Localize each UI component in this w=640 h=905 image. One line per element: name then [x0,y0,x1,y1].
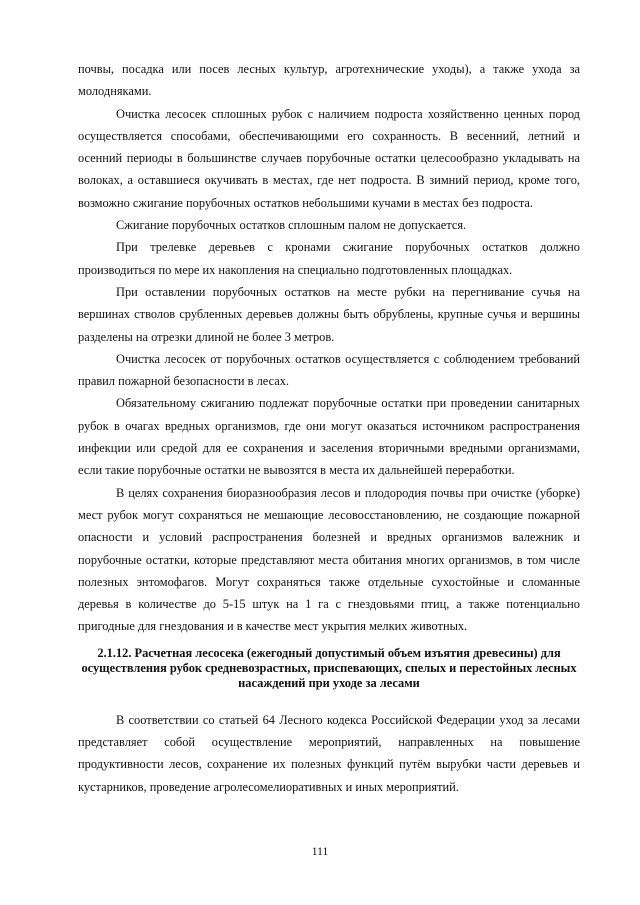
paragraph-skidding: При трелевке деревьев с кронами сжигание порубочных остатков должно производиться по мере их накопления на специально подготовленных площадках. [78,240,580,277]
paragraph-biodiversity: В целях сохранения биоразнообразия лесов и плодородия почвы при очистке (уборке) мест рубок могут сохраняться не мешающие лесовосстановлению, не создающие пожарной опасности и условий распространения болезней и вредных организмов валежник и порубочные остатки, которые представляют места обитания многих организмов, в том числе полезных энтомофагов. Могут сохраняться также отдельные сухостойные и сломанные деревья в количестве до 5-15 штук на 1 га с гнездовьями птиц, а также потенциально пригодные для гнездования и в качестве мест укрытия мелких животных. [78,485,580,634]
page-number: 111 [311,846,329,858]
paragraph-clearing-methods: Очистка лесосек сплошных рубок с наличием подроста хозяйственно ценных пород осуществляется способами, обеспечивающими его сохранность. В весенний, летний и осенний периоды в большинстве случаев порубочные остатки целесообразно укладывать на волоках, а оставшиеся окучивать в местах, где нет подроста. В зимний период, кроме того, возможно сжигание порубочных остатков небольшими кучами в местах без подроста. [78,106,580,210]
section-heading: 2.1.12. Расчетная лесосека (ежегодный допустимый объем изъятия древесины) для осуществления рубок средневозрастных, приспевающих, спелых и перестойных лесных насаждений при уходе за лесами [81,645,577,690]
paragraph-forest-code: В соответствии со статьей 64 Лесного кодекса Российской Федерации уход за лесами представляет собой осуществление мероприятий, направленных на повышение продуктивности лесов, сохранение их полезных функций путём вырубки части деревьев и кустарников, проведение агролесомелиоративных и иных мероприятий. [78,712,580,794]
paragraph-fire-safety: Очистка лесосек от порубочных остатков осуществляется с соблюдением требований правил пожарной безопасности в лесах. [78,351,580,389]
paragraph-continuation: почвы, посадка или посев лесных культур, агротехнические уходы), а также ухода за молодняками. [78,62,580,99]
paragraph-leaving-residue: При оставлении порубочных остатков на месте рубки на перегнивание сучья на вершинах стволов срубленных деревьев должны быть обрублены, крупные сучья и вершины разделены на отрезки длиной не более 3 метров. [78,284,580,344]
paragraph-burning-ban: Сжигание порубочных остатков сплошным палом не допускается. [116,218,467,233]
paragraph-mandatory-burning: Обязательному сжиганию подлежат порубочные остатки при проведении санитарных рубок в очагах вредных организмов, где они могут оказаться источником распространения инфекции или средой для ее сохранения и заселения вторичными вредными организмами, если такие порубочные остатки не вывозятся в места их дальнейшей переработки. [78,396,580,478]
